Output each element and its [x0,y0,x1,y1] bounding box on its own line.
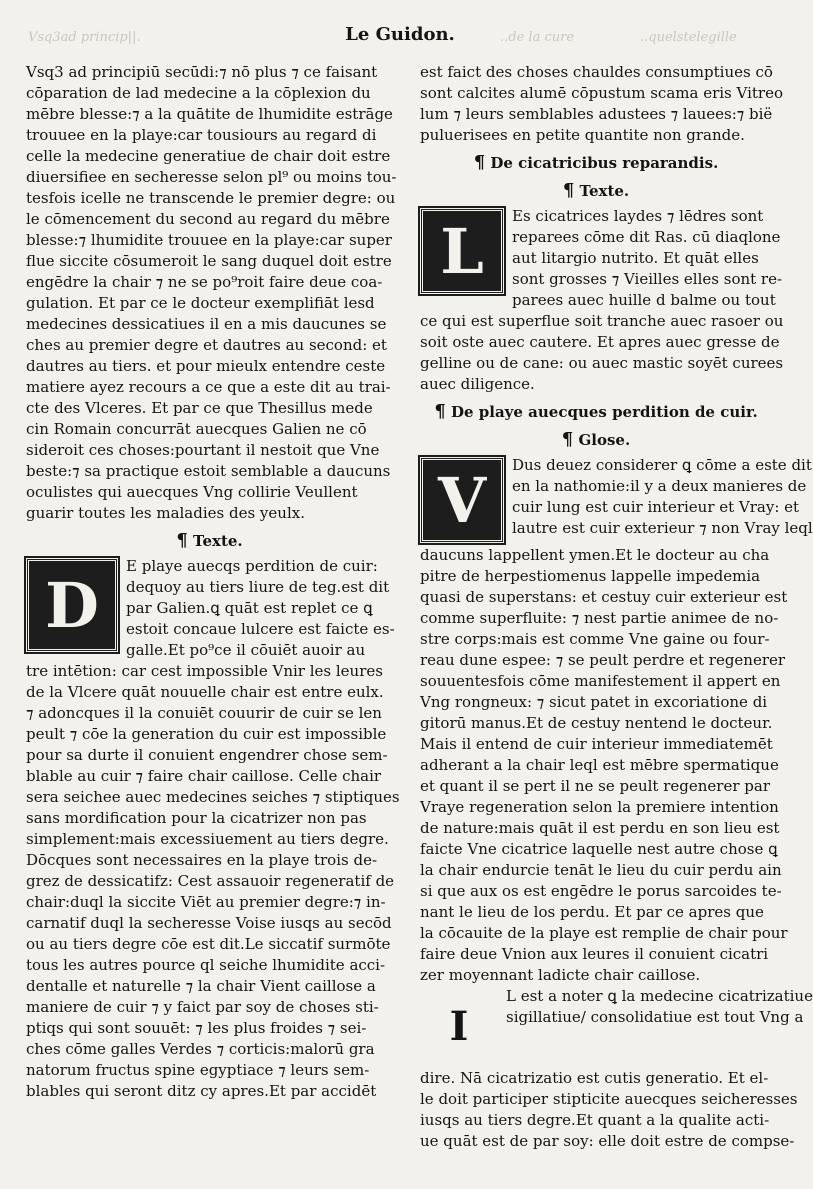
bleed-through-left: Vsq3ad princip||. [28,30,141,45]
text-line: sera seichee auec medecines seiches ⁊ stiptiques [26,788,400,806]
text-line: beste:⁊ sa practique estoit semblable a daucuns [26,462,391,480]
plain-initial-i: I [449,1002,469,1050]
text-line: zer moyennant ladicte chair caillose. [420,966,701,984]
text-line: iusqs au tiers degre.Et quant a la qualite acti- [420,1111,770,1129]
text-line: aut litargio nutrito. Et quāt elles [512,249,759,267]
text-line: E playe auecqs perdition de cuir: [126,557,378,575]
text-line: gitorū manus.Et de cestuy nentend le docteur. [420,714,773,732]
text-line: le cōmencement du second au regard du mēbre [26,210,390,228]
text-line: Dōcques sont necessaires en la playe trois de- [26,851,378,869]
text-line: de la Vlcere quāt nouuelle chair est entre eulx. [26,683,384,701]
initial-block-right-3 [420,986,813,1068]
text-line: parees auec huille d balme ou tout [512,291,776,309]
text-line: cuir lung est cuir interieur et Vray: et [512,498,800,516]
initial-block-left [26,556,393,661]
initial-lines-left [126,556,393,661]
text-line: sont grosses ⁊ Vieilles elles sont re- [512,270,783,288]
text-line: si que aux os est engēdre le porus sarcoides te- [420,882,782,900]
text-line: puluerisees en petite quantite non grande. [420,126,745,144]
text-line: faire deue Vnion aux leures il conuient cicatri [420,945,769,963]
text-line: tesfois icelle ne transcende le premier degre: ou [26,189,396,207]
text-line: et quant il se pert il ne se peult regenerer par [420,777,770,795]
text-line: par Galien.ꝗ quāt est replet ce ꝗ [126,599,373,617]
text-line: gulation. Et par ce le docteur exemplifiāt lesd [26,294,375,312]
text-line: grez de dessicatifz: Cest assauoir regeneratif de [26,872,395,890]
text-line: natorum fructus spine egyptiace ⁊ leurs sem- [26,1061,370,1079]
paragraph-mark-icon: ¶ [176,530,188,551]
text-line: sideroit ces choses:pourtant il nestoit que Vne [26,441,380,459]
text-line: matiere ayez recours a ce que a este dit au trai- [26,378,391,396]
left-column [26,62,400,1102]
text-line: auec diligence. [420,375,535,393]
left-lines-b [26,661,400,1102]
text-line: ce qui est superflue soit tranche auec rasoer ou [420,312,784,330]
text-line: L est a noter ꝗ la medecine cicatrizatiue [506,987,813,1005]
running-header: Le Guidon. [345,24,455,45]
text-line: maniere de cuir ⁊ y faict par soy de choses sti- [26,998,379,1016]
text-line: estoit concaue lulcere est faicte es- [126,620,395,638]
left-lines-a [26,62,397,524]
text-line: cte des Vlceres. Et par ce que Thesillus mede [26,399,373,417]
text-line: engēdre la chair ⁊ ne se po⁹roit faire deue coa- [26,273,383,291]
text-line: sont calcites alumē cōpustum scama eris Vitreo [420,84,783,102]
right-lines-b [420,311,784,395]
initial-lines-right-2 [512,455,813,539]
text-line: Vraye regeneration selon la premiere intention [420,798,779,816]
section-heading-playe: ¶ De playe auecques perdition de cuir. [434,401,758,422]
text-line: ou au tiers degre cōe est dit.Le siccatif surmōte [26,935,391,953]
text-line: reparees cōme dit Ras. cū diaqlone [512,228,781,246]
text-line: est faict des choses chauldes consumptiues cō [420,63,773,81]
text-line: tous les autres pource ql seiche lhumidite acci- [26,956,386,974]
text-line: dequoy au tiers liure de teg.est dit [126,578,390,596]
text-line: simplement:mais excessiuement au tiers degre. [26,830,389,848]
text-line: diuersifiee en secheresse selon pl⁹ ou moins tou- [26,168,397,186]
text-line: reau dune espee: ⁊ se peult perdre et regenerer [420,651,786,669]
text-line: medecines dessicatiues il en a mis daucunes se [26,315,387,333]
text-line: le doit participer stipticite auecques seicheresses [420,1090,798,1108]
text-line: quasi de superstans: et cestuy cuir exterieur est [420,588,788,606]
text-line: ches cōme galles Verdes ⁊ corticis:malorū gra [26,1040,375,1058]
text-line: carnatif duql la secheresse Voise iusqs au secōd [26,914,392,932]
text-line: stre corps:mais est comme Vne gaine ou four- [420,630,770,648]
right-lines-c [420,545,788,986]
text-line: Vsq3 ad principiū secūdi:⁊ nō plus ⁊ ce faisant [26,63,378,81]
text-line: souuentesfois cōme manifestement il appert en [420,672,781,690]
section-heading-glose: ¶ Glose. [561,429,631,450]
paragraph-mark-icon: ¶ [561,429,574,450]
text-line: blable au cuir ⁊ faire chair caillose. Celle chair [26,767,382,785]
initial-block-right-1 [420,206,783,311]
text-line: cin Romain concurrāt auecques Galien ne cō [26,420,367,438]
text-line: Vng rongneux: ⁊ sicut patet in excoriatione di [420,693,768,711]
text-line: Dus deuez considerer ꝗ cōme a este dit [512,456,812,474]
text-line: chair:duql la siccite Viēt au premier degre:⁊ in- [26,893,386,911]
text-line: ptiqs qui sont souuēt: ⁊ les plus froides ⁊ sei- [26,1019,367,1037]
text-line: ches au premier degre et dautres au second: et [26,336,387,354]
text-line: faicte Vne cicatrice laquelle nest autre chose ꝗ [420,840,778,858]
text-line: Mais il entend de cuir interieur immediatemēt [420,735,773,753]
text-line: la cōcauite de la playe est remplie de chair pour [420,924,788,942]
text-line: de nature:mais quāt il est perdu en son lieu est [420,819,780,837]
text-line: dentalle et naturelle ⁊ la chair Vient caillose a [26,977,376,995]
decorated-initial-l: L [420,208,504,294]
initial-lines-right-1 [512,206,783,311]
text-line: ⁊ adoncques il la conuiēt couurir de cuir se len [26,704,382,722]
text-line: pour sa durte il conuient engendrer chose sem- [26,746,388,764]
text-line: comme superfluite: ⁊ nest partie animee de no- [420,609,779,627]
text-line: lum ⁊ leurs semblables adustees ⁊ lauees:⁊ bië [420,105,773,123]
text-line: trouuee en la playe:car tousiours au regard di [26,126,377,144]
text-line: dautres au tiers. et pour mieulx entendre ceste [26,357,386,375]
paragraph-mark-icon: ¶ [473,152,486,173]
right-lines-a [420,62,783,146]
bleed-through-right: ..quelstelegille [640,30,737,45]
section-heading-cicatricibus: ¶ De cicatricibus reparandis. [473,152,719,173]
text-line: guarir toutes les maladies des yeulx. [26,504,305,522]
text-line: la chair endurcie tenāt le lieu du cuir perdu ain [420,861,782,879]
text-line: gelline ou de cane: ou auec mastic soyēt curees [420,354,784,372]
right-column [420,62,813,1152]
initial-lines-right-3 [506,986,813,1028]
text-line: sigillatiue/ consolidatiue est tout Vng a [506,1008,804,1026]
text-line: en la nathomie:il y a deux manieres de [512,477,807,495]
paragraph-mark-icon: ¶ [562,180,575,201]
text-line: sans mordification pour la cicatrizer non pas [26,809,367,827]
text-line: Es cicatrices laydes ⁊ lēdres sont [512,207,764,225]
right-lines-d [420,1068,798,1152]
decorated-initial-d: D [26,558,118,652]
paragraph-mark-icon: ¶ [434,401,446,422]
text-line: galle.Et po⁹ce il cōuiēt auoir au [126,641,366,659]
text-line: cōparation de lad medecine a la cōplexion du [26,84,371,102]
text-line: blables qui seront ditz cy apres.Et par accidēt [26,1082,377,1100]
text-line: oculistes qui auecques Vng collirie Veullent [26,483,358,501]
bleed-through-mid: ..de la cure [500,30,575,45]
text-line: dire. Nā cicatrizatio est cutis generatio. Et el- [420,1069,769,1087]
text-line: blesse:⁊ lhumidite trouuee en la playe:car super [26,231,392,249]
section-heading-texte-right: ¶ Texte. [562,180,630,201]
text-line: soit oste auec cautere. Et apres auec gresse de [420,333,780,351]
text-line: celle la medecine generatiue de chair doit estre [26,147,391,165]
text-line: pitre de herpestiomenus lappelle impedemia [420,567,761,585]
section-heading-texte-left: ¶ Texte. [176,530,243,551]
text-line: adherant a la chair leql est mēbre spermatique [420,756,779,774]
text-line: lautre est cuir exterieur ⁊ non Vray leql [512,519,813,537]
text-line: flue siccite cōsumeroit le sang duquel doit estre [26,252,392,270]
text-line: nant le lieu de los perdu. Et par ce apres que [420,903,764,921]
text-line: daucuns lappellent ymen.Et le docteur au cha [420,546,770,564]
text-line: mēbre blesse:⁊ a la quātite de lhumidite estrāge [26,105,393,123]
text-line: peult ⁊ cōe la generation du cuir est impossible [26,725,387,743]
text-line: tre intētion: car cest impossible Vnir les leures [26,662,383,680]
initial-block-right-2 [420,455,813,545]
text-line: ue quāt est de par soy: elle doit estre de compse- [420,1132,795,1150]
decorated-initial-v: V [420,457,504,543]
